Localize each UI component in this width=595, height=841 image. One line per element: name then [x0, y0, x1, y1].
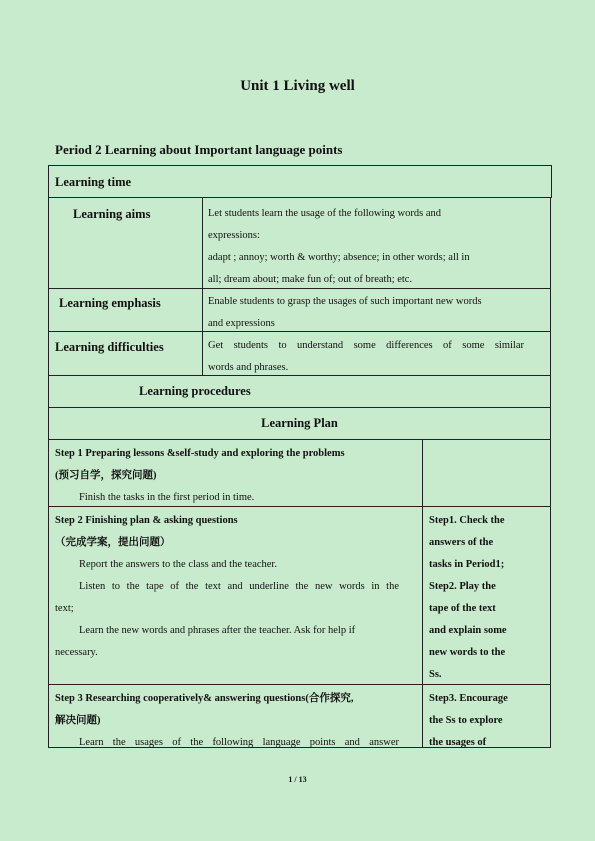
step3-cn: 解决问题): [55, 715, 101, 726]
learning-aims-text: Let students learn the usage of the following words and expressions: adapt ; annoy; worth & worthy; absence; in other words; all in all; dream about; make fun of; out of breath; etc.: [208, 208, 470, 285]
learning-emphasis-label: Learning emphasis: [59, 296, 161, 310]
period-heading: Period 2 Learning about Important language points: [55, 142, 343, 157]
step3-teacher-notes: Step3. Encourage the Ss to explore the usages of: [429, 693, 508, 748]
step1-cn: (预习自学，探究问题): [55, 470, 157, 481]
step1-body: Finish the tasks in the first period in time.: [79, 492, 255, 503]
learning-table: [48, 197, 551, 748]
document-title: Unit 1 Living well: [240, 78, 355, 94]
learning-plan-heading: Learning Plan: [261, 416, 338, 430]
learning-time-row: [48, 165, 552, 198]
step2-cn: （完成学案，提出问题）: [55, 537, 171, 548]
step2-block: Step 2 Finishing plan & asking questions （完成学案，提出问题） Report the answers to the class and the teacher. Listen to the tape of the text and underline the new words in the text; Learn the new words and phrases after the teacher. Ask for help if necessary.: [55, 510, 399, 664]
learning-difficulties-label: Learning difficulties: [55, 340, 164, 354]
learning-procedures-heading: Learning procedures: [139, 384, 251, 398]
learning-time-label: Learning time: [55, 175, 132, 189]
step3-body: Learn the usages of the following language points and answer: [79, 737, 399, 748]
step1-block: [55, 443, 417, 509]
learning-aims-label: Learning aims: [73, 207, 151, 221]
step3-block: [55, 688, 399, 754]
page-number: 1 / 13: [288, 775, 307, 784]
step2-teacher-notes: Step1. Check the answers of the tasks in Period1; Step2. Play the tape of the text and explain some new words to the Ss.: [429, 515, 507, 680]
learning-emphasis-text: Enable students to grasp the usages of such important new words and expressions: [208, 296, 482, 329]
step2-title: Step 2 Finishing plan & asking questions: [55, 515, 238, 526]
step3-title: Step 3 Researching cooperatively& answering questions(合作探究,: [55, 693, 354, 704]
learning-difficulties-text: Get students to understand some differences of some similar words and phrases.: [208, 340, 524, 373]
step1-title: Step 1 Preparing lessons &self-study and exploring the problems: [55, 448, 345, 459]
